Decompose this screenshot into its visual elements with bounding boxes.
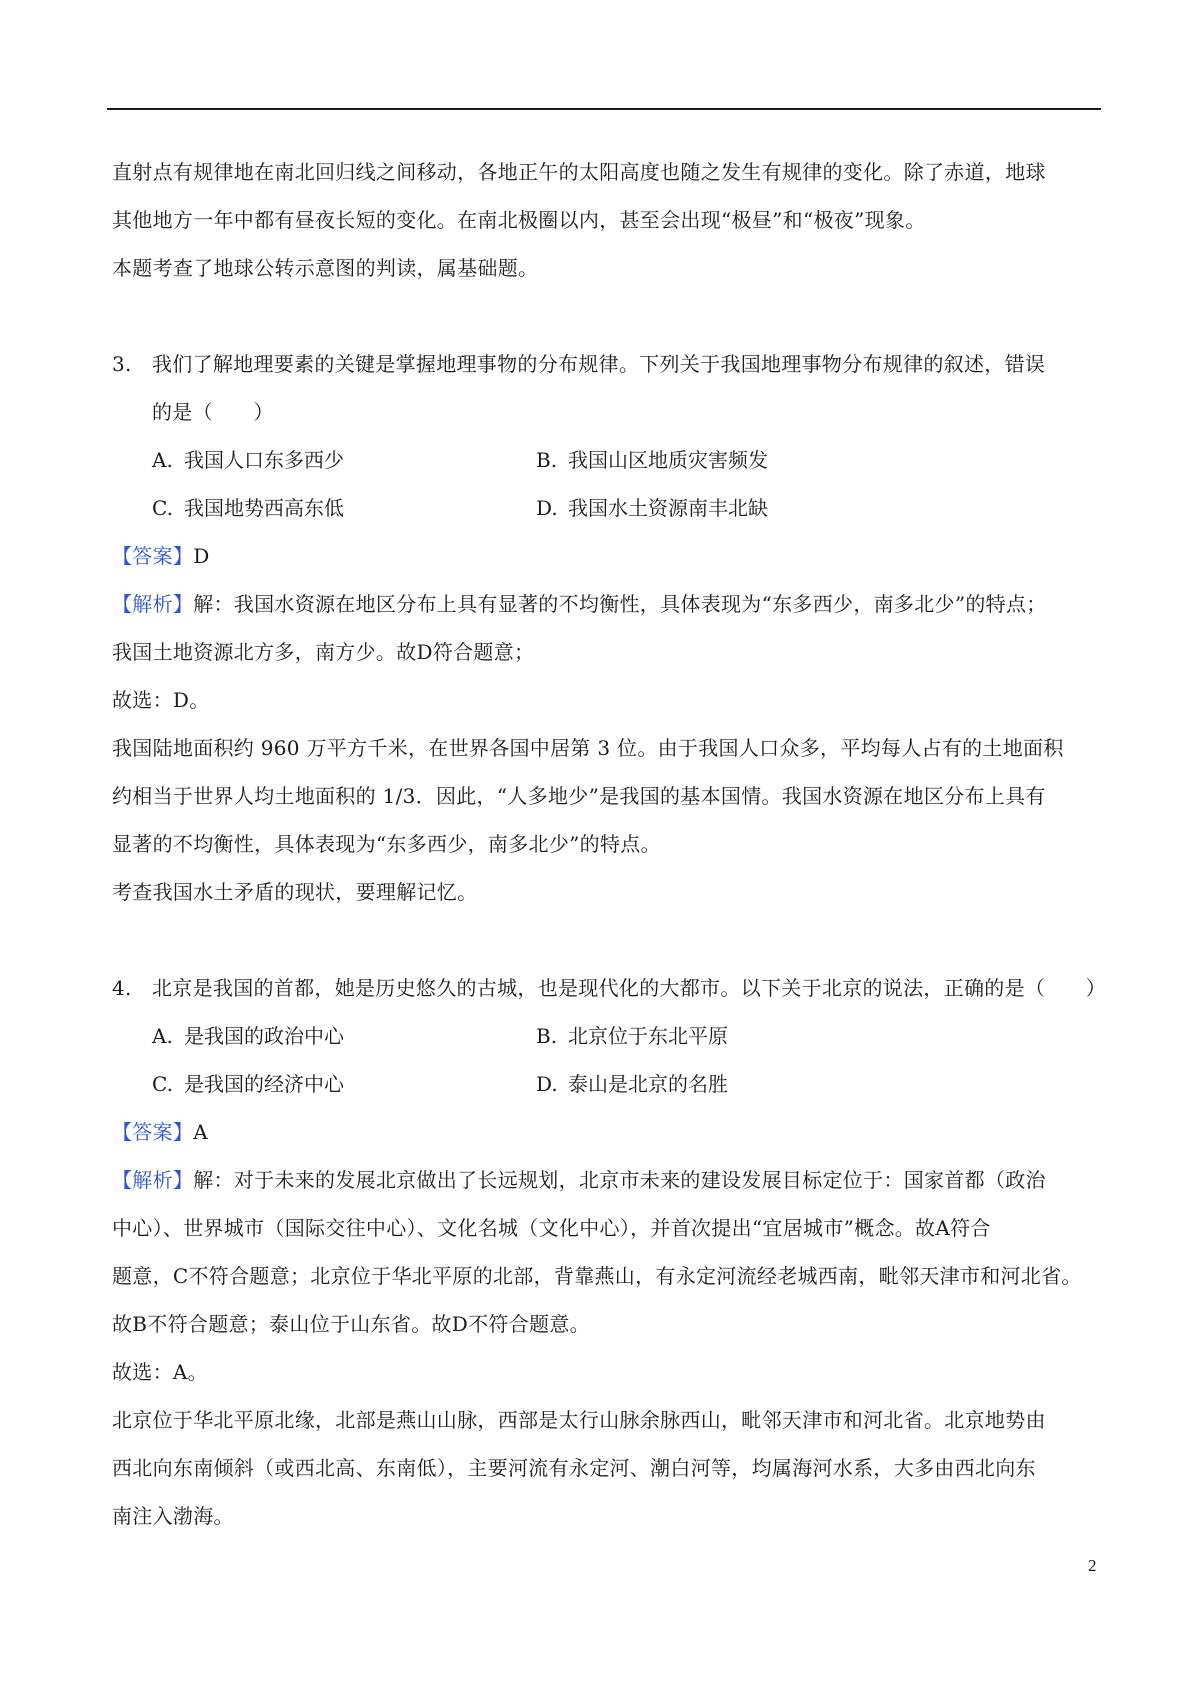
- answer-value: D: [193, 544, 210, 568]
- option-b: [536, 1012, 728, 1060]
- option-d: [536, 1060, 728, 1108]
- intro-line: 本题考查了地球公转示意图的判读，属基础题。: [112, 256, 539, 280]
- question-3-stem-cont: 的是（ ）: [152, 400, 274, 424]
- answer-line: [112, 1108, 1097, 1156]
- page-content: [112, 148, 1107, 1540]
- analysis-line: [112, 1156, 1097, 1204]
- option-b: [536, 436, 768, 484]
- analysis-line: 我国陆地面积约 960 万平方千米，在世界各国中居第 3 位。由于我国人口众多，平均每人占有的土地面积: [112, 736, 1064, 760]
- analysis-line: 故选：A。: [112, 1360, 208, 1384]
- analysis-line: [112, 580, 1097, 628]
- option-text: 我国山区地质灾害频发: [568, 448, 768, 472]
- option-letter: D.: [536, 496, 558, 520]
- analysis-text: 解：对于未来的发展北京做出了长远规划，北京市未来的建设发展目标定位于：国家首都（政治: [193, 1168, 1046, 1192]
- analysis-line: 故B不符合题意；泰山位于山东省。故D不符合题意。: [112, 1312, 590, 1336]
- analysis-tag: 【解析】: [112, 592, 194, 616]
- analysis-line: 故选：D。: [112, 688, 210, 712]
- question-stem-text: 我们了解地理要素的关键是掌握地理事物的分布规律。下列关于我国地理事物分布规律的叙述，错误: [152, 352, 1046, 376]
- analysis-line: 中心）、世界城市（国际交往中心）、文化名城（文化中心），并首次提出“宜居城市”概念。故A符合: [112, 1216, 991, 1240]
- option-letter: B.: [536, 1024, 558, 1048]
- option-text: 泰山是北京的名胜: [568, 1072, 728, 1096]
- analysis-line: 题意，C不符合题意；北京位于华北平原的北部，背靠燕山，有永定河流经老城西南，毗邻天津市和河北省。: [112, 1264, 1082, 1288]
- option-a: [152, 1012, 344, 1060]
- option-a: [152, 436, 344, 484]
- answer-tag: 【答案】: [112, 544, 194, 568]
- analysis-line: 我国土地资源北方多，南方少。故D符合题意；: [112, 640, 535, 664]
- analysis-line: 北京位于华北平原北缘，北部是燕山山脉，西部是太行山脉余脉西山，毗邻天津市和河北省。北京地势由: [112, 1408, 1046, 1432]
- analysis-line: 显著的不均衡性，具体表现为“东多西少，南多北少”的特点。: [112, 832, 661, 856]
- analysis-line: 南注入渤海。: [112, 1504, 234, 1528]
- question-stem-text: 北京是我国的首都，她是历史悠久的古城，也是现代化的大都市。以下关于北京的说法，正确的是（ ）: [152, 976, 1107, 1000]
- option-letter: C.: [152, 1072, 173, 1096]
- option-text: 我国人口东多西少: [184, 448, 344, 472]
- option-c: [152, 1060, 344, 1108]
- answer-value: A: [193, 1120, 208, 1144]
- option-c: [152, 484, 344, 532]
- option-text: 北京位于东北平原: [568, 1024, 728, 1048]
- header-rule: [107, 108, 1101, 110]
- option-text: 是我国的政治中心: [184, 1024, 344, 1048]
- option-text: 我国地势西高东低: [184, 496, 344, 520]
- page-number: 2: [1088, 1556, 1097, 1575]
- analysis-line: 考查我国水土矛盾的现状，要理解记忆。: [112, 880, 478, 904]
- analysis-text: 解：我国水资源在地区分布上具有显著的不均衡性，具体表现为“东多西少，南多北少”的特点；: [193, 592, 1047, 616]
- answer-line: [112, 532, 1097, 580]
- analysis-tag: 【解析】: [112, 1168, 194, 1192]
- options-row: [112, 484, 1097, 532]
- intro-line: 直射点有规律地在南北回归线之间移动，各地正午的太阳高度也随之发生有规律的变化。除了赤道，地球: [112, 160, 1046, 184]
- question-3-stem: [112, 340, 1097, 388]
- question-number: 3.: [112, 352, 132, 376]
- analysis-line: 约相当于世界人均土地面积的 1/3．因此，“人多地少”是我国的基本国情。我国水资源在地区分布上具有: [112, 784, 1046, 808]
- question-number: 4.: [112, 976, 132, 1000]
- option-letter: D.: [536, 1072, 558, 1096]
- option-letter: C.: [152, 496, 173, 520]
- analysis-line: 西北向东南倾斜（或西北高、东南低），主要河流有永定河、潮白河等，均属海河水系，大多由西北向东: [112, 1456, 1036, 1480]
- answer-tag: 【答案】: [112, 1120, 194, 1144]
- options-row: [112, 436, 1097, 484]
- option-text: 我国水土资源南丰北缺: [568, 496, 768, 520]
- option-text: 是我国的经济中心: [184, 1072, 344, 1096]
- option-letter: A.: [152, 448, 173, 472]
- question-4-stem: [112, 964, 1107, 1012]
- options-row: [112, 1012, 1097, 1060]
- option-letter: A.: [152, 1024, 173, 1048]
- options-row: [112, 1060, 1097, 1108]
- option-letter: B.: [536, 448, 558, 472]
- intro-line: 其他地方一年中都有昼夜长短的变化。在南北极圈以内，甚至会出现“极昼”和“极夜”现象。: [112, 208, 926, 232]
- option-d: [536, 484, 768, 532]
